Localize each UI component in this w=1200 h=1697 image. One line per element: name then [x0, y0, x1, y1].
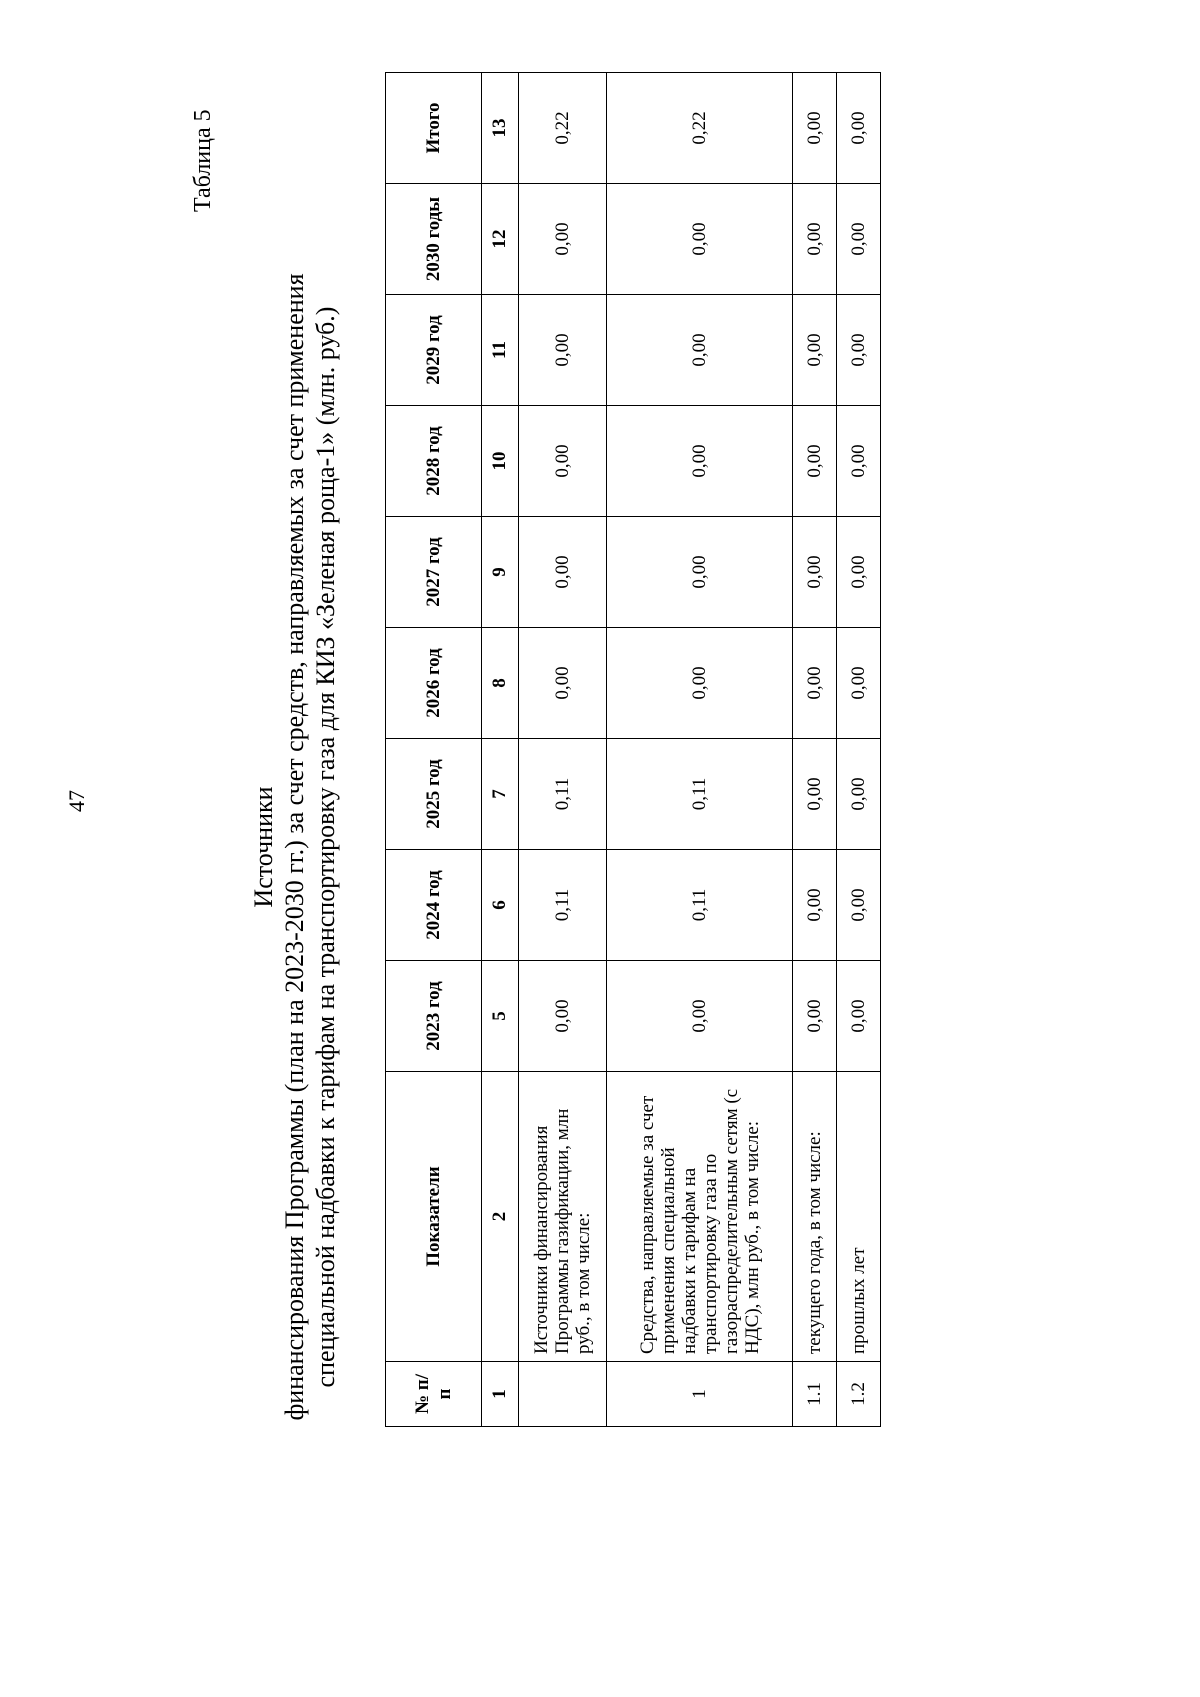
- table-row: [607, 73, 793, 1427]
- value-cell: 0,11: [607, 850, 793, 961]
- value-cell: 0,00: [519, 295, 607, 406]
- table-row: [837, 73, 881, 1427]
- column-number-cell: 13: [482, 73, 519, 184]
- row-number-cell: [519, 1362, 607, 1427]
- value-cell: 0,00: [837, 184, 881, 295]
- table-caption: Таблица 5: [190, 109, 216, 212]
- column-number-cell: 10: [482, 406, 519, 517]
- value-cell: 0,11: [519, 850, 607, 961]
- header-cell: 2027 год: [386, 517, 482, 628]
- value-cell: 0,00: [837, 517, 881, 628]
- title-line-2: финансирования Программы (план на 2023-2030 гг.) за счет средств, направляемых за счет применения: [280, 273, 309, 1421]
- table-row: [519, 73, 607, 1427]
- row-number-cell: 1.1: [793, 1362, 837, 1427]
- value-cell: 0,00: [607, 295, 793, 406]
- column-number-cell: 12: [482, 184, 519, 295]
- value-cell: 0,00: [607, 628, 793, 739]
- financing-table: [385, 72, 881, 1427]
- header-cell: 2026 год: [386, 628, 482, 739]
- value-cell: 0,00: [519, 184, 607, 295]
- value-cell: 0,00: [607, 184, 793, 295]
- title-line-3: специальной надбавки к тарифам на транспортировку газа для КИЗ «Зеленая роща-1» (млн. руб.): [311, 306, 340, 1388]
- value-cell: 0,22: [519, 73, 607, 184]
- column-number-cell: 6: [482, 850, 519, 961]
- row-number-cell: 1: [607, 1362, 793, 1427]
- header-cell: 2028 год: [386, 406, 482, 517]
- column-number-cell: 2: [482, 1072, 519, 1362]
- header-cell: № п/п: [386, 1362, 482, 1427]
- value-cell: 0,11: [519, 739, 607, 850]
- header-cell: 2024 год: [386, 850, 482, 961]
- row-label-cell: прошлых лет: [837, 1072, 881, 1362]
- value-cell: 0,00: [519, 406, 607, 517]
- header-cell: 2023 год: [386, 961, 482, 1072]
- value-cell: 0,00: [837, 850, 881, 961]
- row-label-cell: Источники финансирования Программы газификации, млн руб., в том числе:: [519, 1072, 607, 1362]
- value-cell: 0,00: [837, 961, 881, 1072]
- value-cell: 0,22: [607, 73, 793, 184]
- value-cell: 0,00: [793, 73, 837, 184]
- value-cell: 0,00: [793, 184, 837, 295]
- header-cell: Итого: [386, 73, 482, 184]
- value-cell: 0,00: [793, 739, 837, 850]
- value-cell: 0,00: [607, 406, 793, 517]
- value-cell: 0,00: [519, 961, 607, 1072]
- header-cell: 2030 годы: [386, 184, 482, 295]
- column-number-cell: 1: [482, 1362, 519, 1427]
- column-number-cell: 5: [482, 961, 519, 1072]
- value-cell: 0,00: [793, 961, 837, 1072]
- value-cell: 0,00: [837, 73, 881, 184]
- header-cell: 2025 год: [386, 739, 482, 850]
- value-cell: 0,00: [519, 517, 607, 628]
- value-cell: 0,00: [607, 961, 793, 1072]
- row-label-cell: текущего года, в том числе:: [793, 1072, 837, 1362]
- column-number-cell: 9: [482, 517, 519, 628]
- row-label-cell: Средства, направляемые за счет применения специальной надбавки к тарифам на транспортировку газа по газораспределительным сетям (с НДС), млн руб., в том числе:: [607, 1072, 793, 1362]
- value-cell: 0,00: [793, 517, 837, 628]
- row-number-cell: 1.2: [837, 1362, 881, 1427]
- column-number-cell: 7: [482, 739, 519, 850]
- value-cell: 0,00: [793, 406, 837, 517]
- value-cell: 0,00: [837, 295, 881, 406]
- column-number-cell: 8: [482, 628, 519, 739]
- value-cell: 0,00: [519, 628, 607, 739]
- value-cell: 0,00: [837, 406, 881, 517]
- value-cell: 0,00: [793, 850, 837, 961]
- title-line-1: Источники: [249, 786, 278, 908]
- header-cell: Показатели: [386, 1072, 482, 1362]
- value-cell: 0,00: [837, 628, 881, 739]
- header-cell: 2029 год: [386, 295, 482, 406]
- table-row: [793, 73, 837, 1427]
- column-number-row: [482, 73, 519, 1427]
- value-cell: 0,00: [837, 739, 881, 850]
- page-number: 47: [64, 790, 89, 812]
- document-title: [248, 197, 341, 1497]
- value-cell: 0,00: [607, 517, 793, 628]
- value-cell: 0,11: [607, 739, 793, 850]
- header-row: [386, 73, 482, 1427]
- value-cell: 0,00: [793, 628, 837, 739]
- value-cell: 0,00: [793, 295, 837, 406]
- column-number-cell: 11: [482, 295, 519, 406]
